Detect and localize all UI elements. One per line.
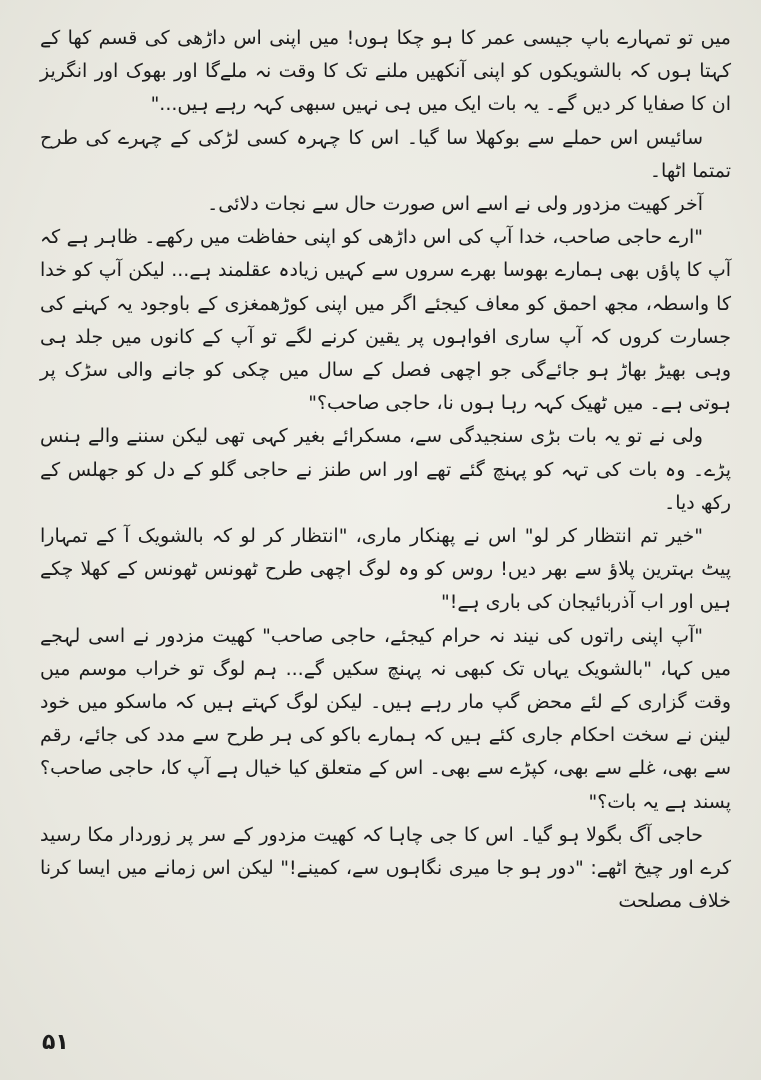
- paragraph: "ارے حاجی صاحب، خدا آپ کی اس داڑھی کو اپنی حفاظت میں رکھے۔ ظاہر ہے کہ آپ کا پاؤں بھی ہمارے بھوسا بھرے سروں سے کہیں زیادہ عقلمند ہے... لیکن آپ کو خدا کا واسطہ، مجھ احمق کو معاف کیجئے اگر میں اپنی کوڑھمغزی کے باوجود یہ کہنے کی جسارت کروں کہ آپ ساری افواہوں پر یقین کرنے لگے تو آپ کے کانوں میں جلد ہی وہی بھیڑ بھاڑ ہو جائےگی جو اچھی فصل کے سال میں چکی کو جانے والی سڑک پر ہوتی ہے۔ میں ٹھیک کہہ رہا ہوں نا، حاجی صاحب؟": [40, 226, 731, 415]
- paragraph: سائیس اس حملے سے بوکھلا سا گیا۔ اس کا چہرہ کسی لڑکی کے چہرے کی طرح تمتما اٹھا۔: [40, 126, 731, 182]
- paragraph: "خیر تم انتظار کر لو" اس نے پھنکار ماری، "انتظار کر لو کہ بالشویک آ کے تمہارا پیٹ بہترین پلاؤ سے بھر دیں! روس کو وہ لوگ اچھی طرح ٹھونس ٹھونس کے کھلا چکے ہیں اور اب آذربائیجان کی باری ہے!": [40, 525, 731, 614]
- body-text: [40, 22, 731, 918]
- page-number: ۵۱: [42, 1030, 69, 1055]
- paragraph: "آپ اپنی راتوں کی نیند نہ حرام کیجئے، حاجی صاحب" کھیت مزدور نے اسی لہجے میں کہا، "بالشویک یہاں تک کبھی نہ پہنچ سکیں گے... ہم لوگ تو خراب موسم میں وقت گزاری کے لئے محض گپ مار رہے ہیں۔ لیکن لوگ کہتے ہیں کہ ماسکو میں خود لینن نے سخت احکام جاری کئے ہیں کہ ہمارے باکو کی ہر طرح سے مدد کی جائے، رقم سے بھی، غلے سے بھی، کپڑے سے بھی۔ اس کے متعلق کیا خیال ہے آپ کا، حاجی صاحب؟ پسند ہے یہ بات؟": [40, 624, 731, 813]
- paragraph: حاجی آگ بگولا ہو گیا۔ اس کا جی چاہا کہ کھیت مزدور کے سر پر زوردار مکا رسید کرے اور چیخ اٹھے: "دور ہو جا میری نگاہوں سے، کمینے!" لیکن اس زمانے میں ایسا کرنا خلاف مصلحت: [40, 823, 731, 913]
- paragraph: آخر کھیت مزدور ولی نے اسے اس صورت حال سے نجات دلائی۔: [207, 193, 703, 216]
- paragraph: میں تو تمہارے باپ جیسی عمر کا ہو چکا ہوں! میں اپنی اس داڑھی کی قسم کھا کے کہتا ہوں کہ بالشویکوں کو اپنی آنکھیں ملنے تک کا وقت نہ ملےگا اور بھوک اور انگریز ان کا صفایا کر دیں گے۔ یہ بات ایک میں ہی نہیں سبھی کہہ رہے ہیں...": [40, 27, 731, 116]
- paragraph: ولی نے تو یہ بات بڑی سنجیدگی سے، مسکرائے بغیر کہی تھی لیکن سننے والے ہنس پڑے۔ وہ بات کی تہہ کو پہنچ گئے تھے اور اس طنز نے حاجی گلو کے دل کو جھلس کے رکھ دیا۔: [40, 425, 731, 514]
